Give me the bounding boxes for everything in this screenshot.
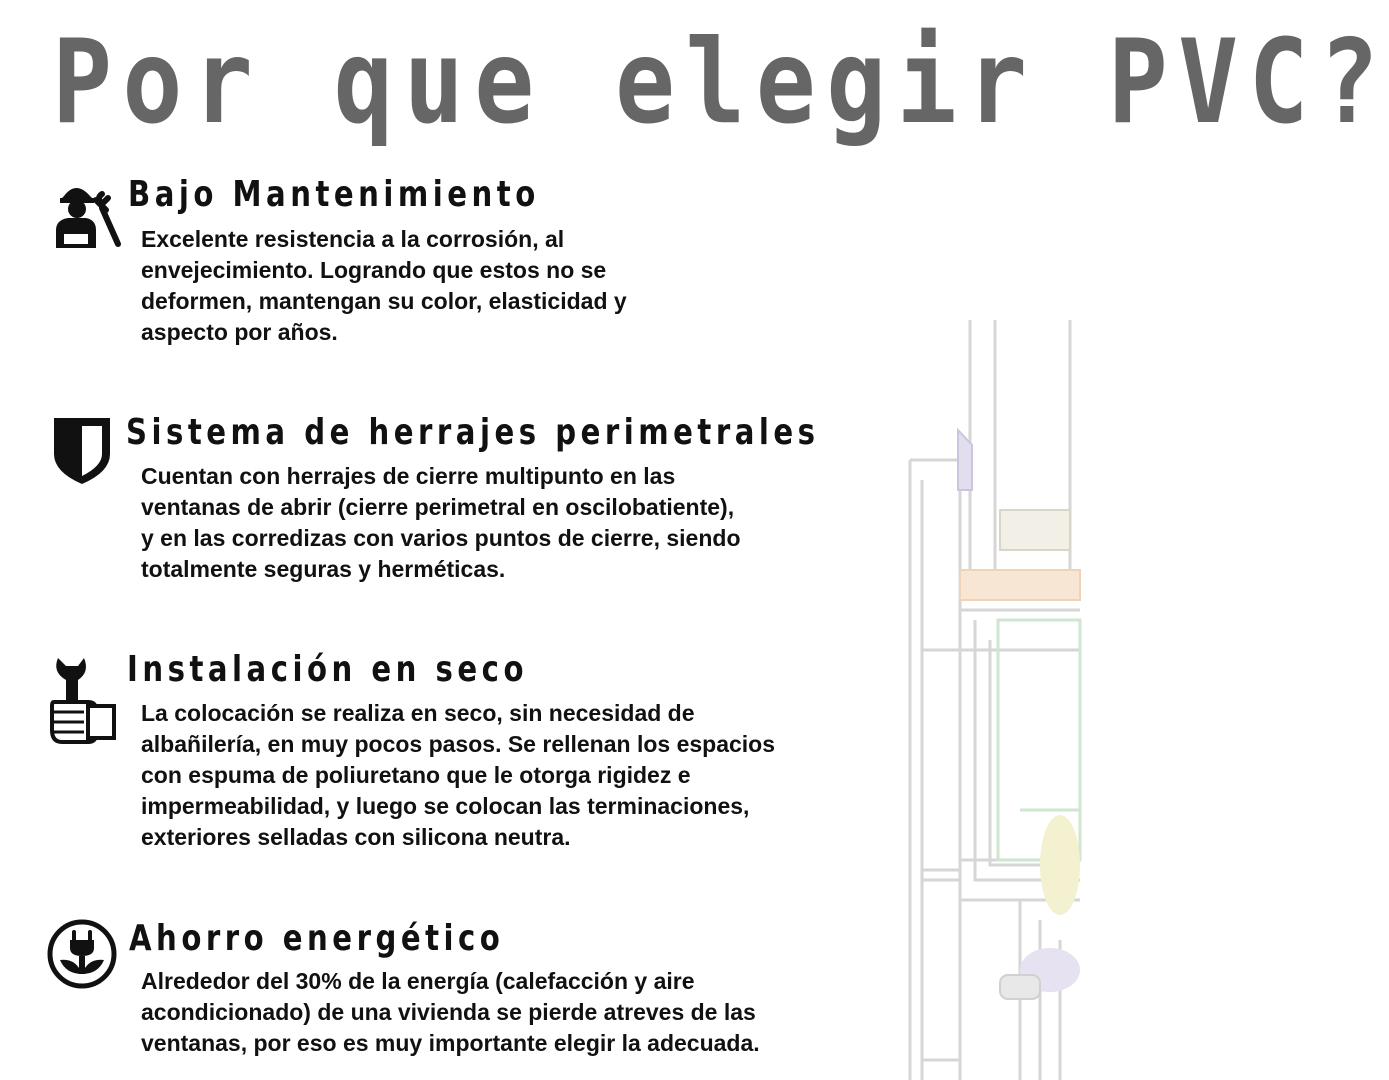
section-heading: Bajo Mantenimiento [128, 174, 540, 215]
description-line: Cuentan con herrajes de cierre multipunto en las [141, 463, 676, 489]
section-description [141, 461, 741, 585]
description-line: impermeabilidad, y luego se colocan las terminaciones, [141, 793, 750, 819]
description-line: deformen, mantengan su color, elasticidad y [141, 288, 627, 314]
description-line: Alrededor del 30% de la energía (calefacción y aire [141, 968, 695, 994]
description-line: albañilería, en muy pocos pasos. Se rellenan los espacios [141, 731, 776, 757]
description-line: Excelente resistencia a la corrosión, al [141, 226, 565, 252]
section-heading: Instalación en seco [127, 649, 528, 690]
section-description [141, 698, 775, 853]
section-description [141, 966, 760, 1059]
section-heading: Sistema de herrajes perimetrales [126, 412, 820, 453]
section-heading: Ahorro energético [129, 918, 505, 959]
section-description [141, 224, 627, 348]
description-line: con espuma de poliuretano que le otorga rigidez e [141, 762, 691, 788]
description-line: ventanas, por eso es muy importante elegir la adecuada. [141, 1030, 760, 1056]
eco-plug-icon [46, 918, 118, 990]
description-line: aspecto por años. [141, 319, 338, 345]
description-line: acondicionado) de una vivienda se pierde atreves de las [141, 999, 756, 1025]
description-line: exteriores selladas con silicona neutra. [141, 824, 571, 850]
pvc-profile-illustration [900, 320, 1080, 1080]
worker-wrench-icon [50, 178, 122, 250]
hand-wrench-icon [48, 654, 120, 746]
description-line: envejecimiento. Logrando que estos no se [141, 257, 607, 283]
shield-icon [46, 414, 118, 486]
description-line: totalmente seguras y herméticas. [141, 556, 506, 582]
page-title: Por que elegir PVC? [52, 15, 1389, 150]
description-line: ventanas de abrir (cierre perimetral en oscilobatiente), [141, 494, 735, 520]
description-line: y en las corredizas con varios puntos de cierre, siendo [141, 525, 741, 551]
description-line: La colocación se realiza en seco, sin necesidad de [141, 700, 695, 726]
